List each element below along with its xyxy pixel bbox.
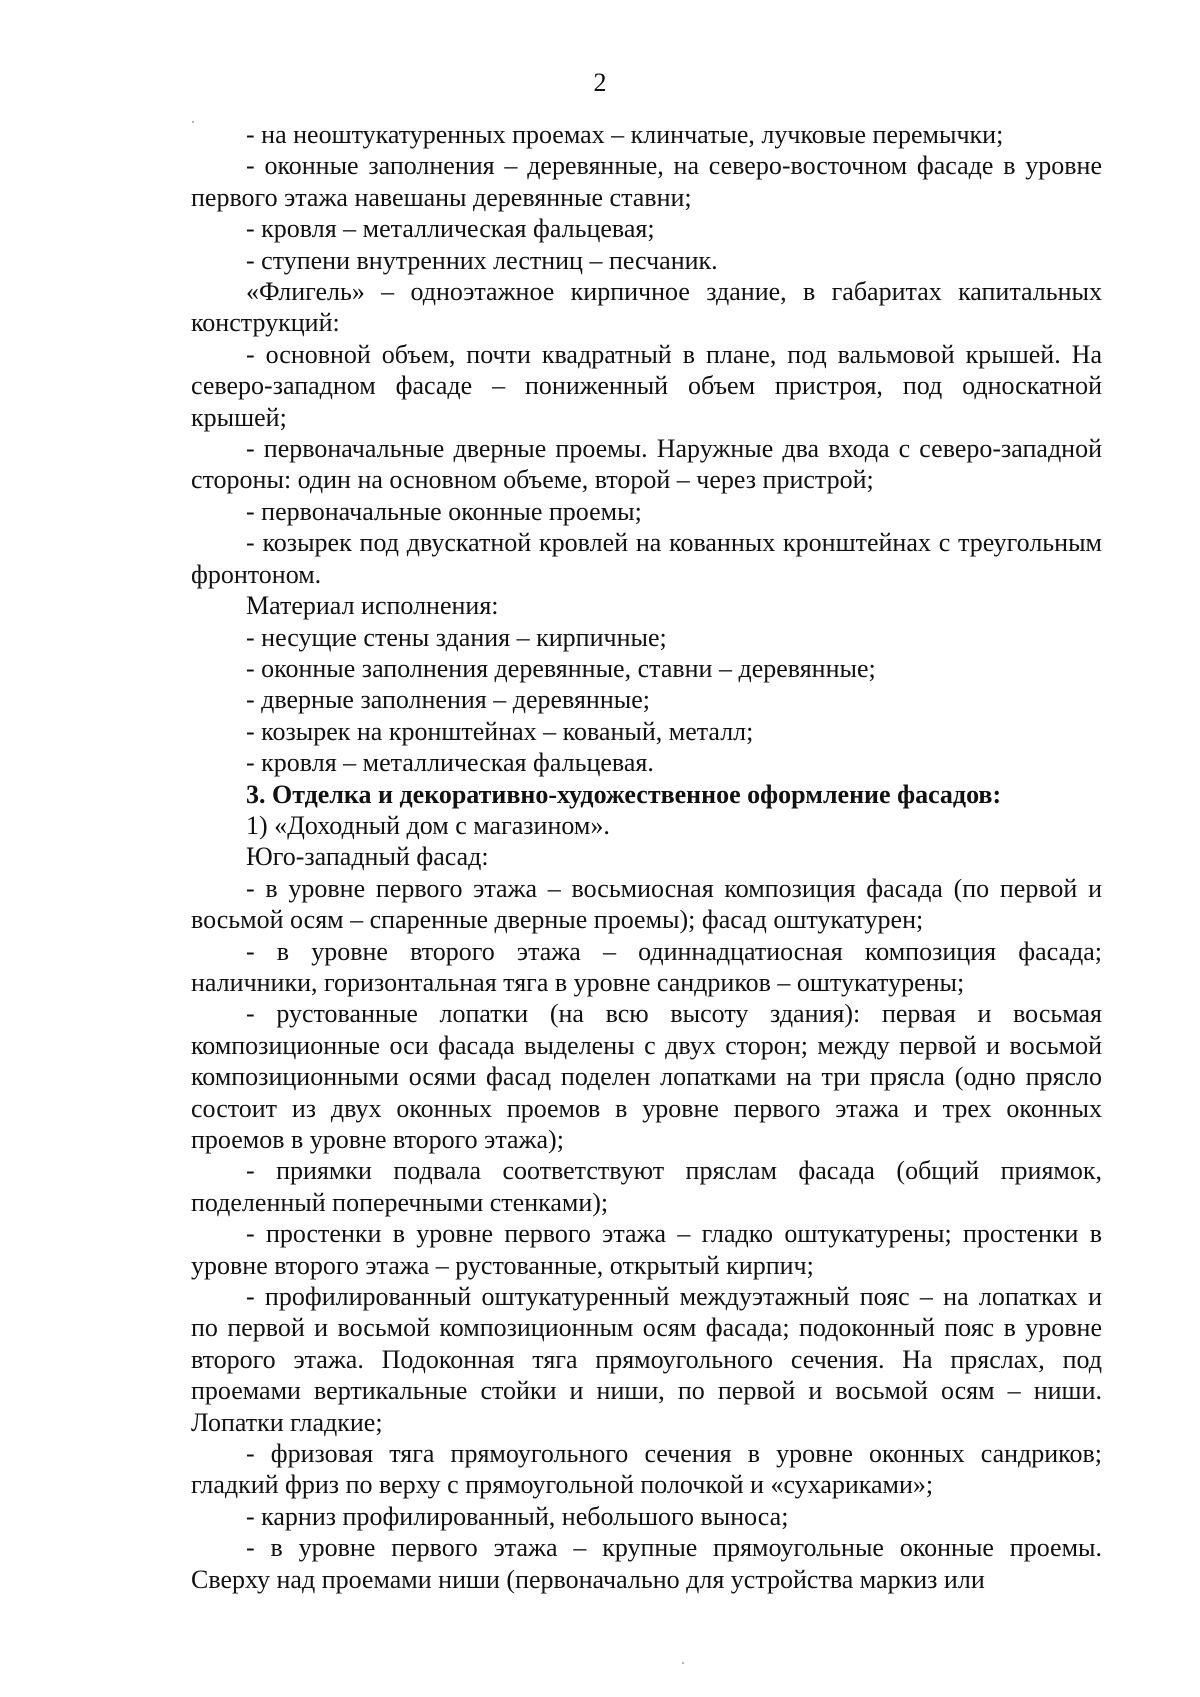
scan-speck [192, 121, 194, 123]
paragraph: - козырек под двускатной кровлей на кованных кронштейнах с треугольным фронтоном. [191, 528, 1102, 589]
paragraph: - простенки в уровне первого этажа – гладко оштукатурены; простенки в уровне второго этажа – рустованные, открытый кирпич; [191, 1219, 1102, 1280]
paragraph: - в уровне второго этажа – одиннадцатиосная композиция фасада; наличники, горизонтальная тяга в уровне сандриков – оштукатурены; [191, 936, 1102, 997]
page-number: 2 [593, 68, 607, 97]
section-heading: 3. Отделка и декоративно-художественное оформление фасадов: [246, 779, 1002, 809]
paragraph: - первоначальные оконные проемы; [246, 496, 642, 526]
scan-speck [682, 1662, 684, 1664]
paragraph: - оконные заполнения деревянные, ставни – деревянные; [246, 653, 876, 683]
paragraph: Материал исполнения: [246, 591, 499, 621]
paragraph: 1) «Доходный дом с магазином». [246, 810, 610, 840]
paragraph: - дверные заполнения – деревянные; [246, 685, 650, 715]
paragraph: - оконные заполнения – деревянные, на северо-восточном фасаде в уровне первого этажа навешаны деревянные ставни; [191, 151, 1102, 212]
paragraph: - карниз профилированный, небольшого выноса; [246, 1501, 789, 1531]
paragraph: - в уровне первого этажа – крупные прямоугольные оконные проемы. Сверху над проемами ниши (первоначально для устройства маркиз или [191, 1533, 1102, 1594]
paragraph: - козырек на кронштейнах – кованый, металл; [246, 716, 754, 746]
paragraph: - ступени внутренних лестниц – песчаник. [246, 245, 718, 275]
paragraph: - несущие стены здания – кирпичные; [246, 622, 667, 652]
paragraph: - первоначальные дверные проемы. Наружные два входа с северо-западной стороны: один на основном объеме, второй – через пристрой; [191, 434, 1102, 495]
paragraph: «Флигель» – одноэтажное кирпичное здание, в габаритах капитальных конструкций: [191, 277, 1102, 338]
paragraph: - фризовая тяга прямоугольного сечения в уровне оконных сандриков; гладкий фриз по верху с прямоугольной полочкой и «сухариками»; [191, 1439, 1102, 1500]
paragraph: - рустованные лопатки (на всю высоту здания): первая и восьмая композиционные оси фасада выделены с двух сторон; между первой и восьмой композиционными осями фасад поделен лопатками на три прясла (одно прясло состоит из двух оконных проемов в уровне первого этажа и трех оконных проемов в уровне второго этажа); [191, 999, 1102, 1154]
paragraph: - на неоштукатуренных проемах – клинчатые, лучковые перемычки; [246, 120, 1004, 149]
paragraph: - кровля – металлическая фальцевая; [246, 214, 655, 244]
paragraph: - профилированный оштукатуренный междуэтажный пояс – на лопатках и по первой и восьмой композиционным осям фасада; подоконный пояс в уровне второго этажа. Подоконная тяга прямоугольного сечения. На пряслах, под проемами вертикальные стойки и ниши, по первой и восьмой осям – ниши. Лопатки гладкие; [191, 1282, 1102, 1437]
paragraph: - в уровне первого этажа – восьмиосная композиция фасада (по первой и восьмой осям – спаренные дверные проемы); фасад оштукатурен; [191, 873, 1102, 935]
paragraph: - кровля – металлическая фальцевая. [246, 748, 654, 778]
paragraph: - основной объем, почти квадратный в плане, под вальмовой крышей. На северо-западном фасаде – пониженный объем пристроя, под односкатной крышей; [191, 339, 1102, 432]
paragraph: - приямки подвала соответствуют пряслам фасада (общий приямок, поделенный поперечными стенками); [191, 1156, 1102, 1217]
document-body [191, 119, 1102, 1595]
paragraph: Юго-западный фасад: [246, 842, 489, 872]
